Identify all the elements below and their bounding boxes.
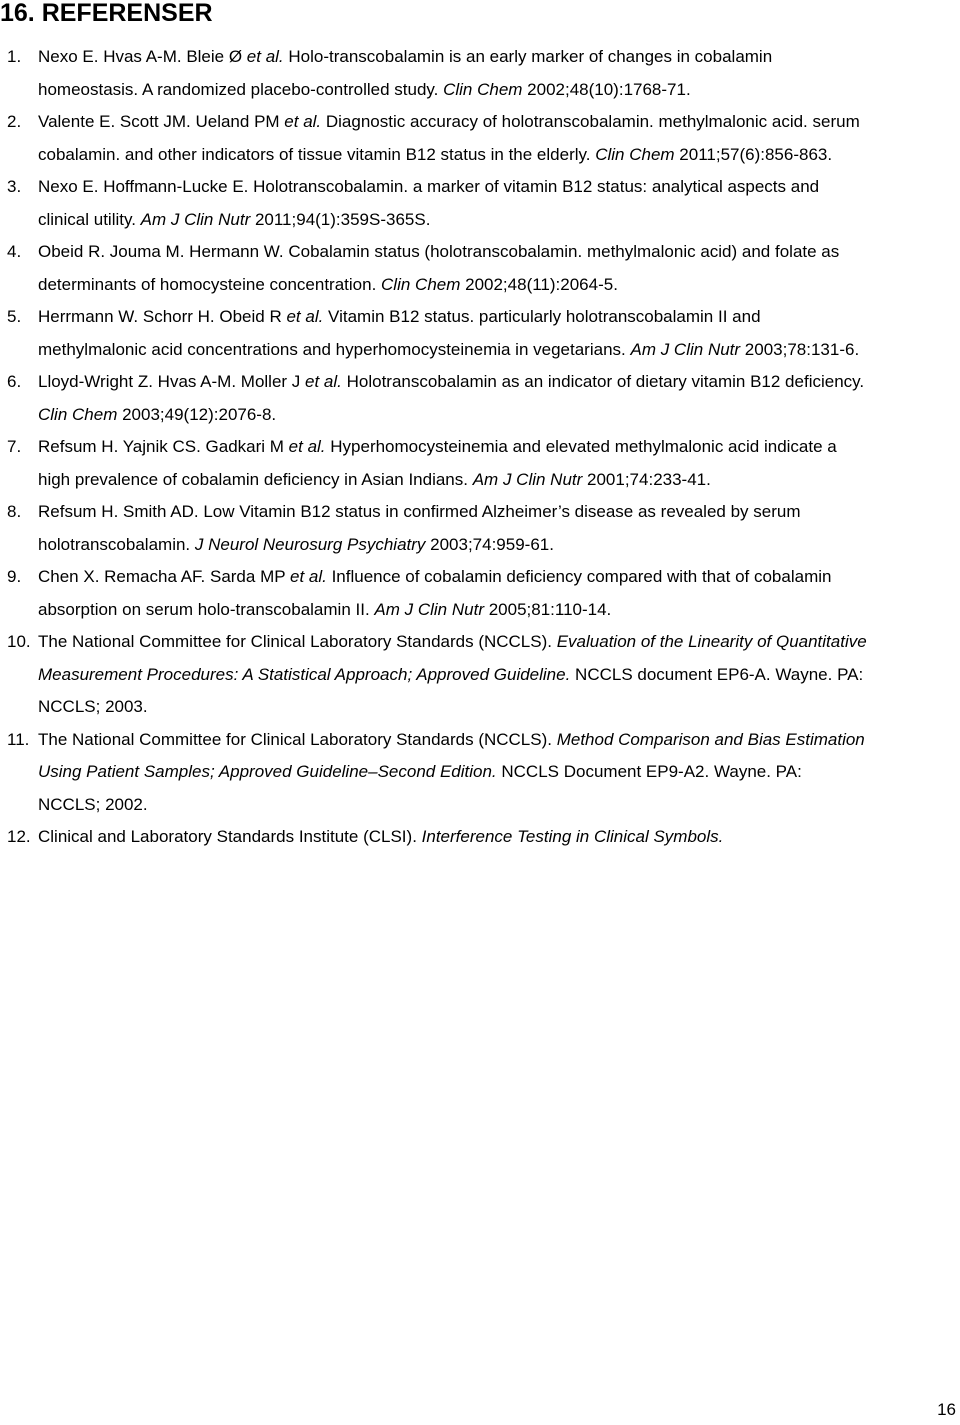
reference-line (38, 561, 960, 594)
reference-line (38, 366, 960, 399)
reference-text: NCCLS; 2003. (38, 697, 148, 716)
reference-line (38, 659, 960, 692)
reference-text: methylmalonic acid concentrations and hyperhomocysteinemia in vegetarians. (38, 339, 631, 359)
reference-text: cobalamin. and other indicators of tissue vitamin B12 status in the elderly. (38, 144, 596, 164)
reference-text: Holo-transcobalamin is an early marker of changes in cobalamin (283, 47, 773, 66)
reference-line (38, 724, 960, 757)
reference-line (38, 334, 960, 367)
reference-number: 5. (7, 307, 22, 326)
page-number: 16 (937, 1400, 956, 1419)
reference-text: 2011;57(6):856-863. (674, 144, 833, 164)
reference-italic-text: et al. (305, 372, 342, 391)
reference-line (38, 821, 960, 854)
reference-number: 4. (7, 242, 22, 261)
reference-text: holotranscobalamin. (38, 534, 195, 554)
reference-italic-text: et al. (246, 47, 284, 66)
reference-italic-text: et al. (284, 112, 322, 131)
reference-italic-text: Interference Testing in Clinical Symbols. (421, 827, 724, 846)
reference-item (0, 626, 960, 724)
reference-text: NCCLS document EP6-A. Wayne. PA: (570, 664, 864, 684)
reference-text: Nexo E. Hvas A-M. Bleie Ø (38, 47, 247, 66)
reference-italic-text: et al. (286, 307, 324, 326)
reference-line (38, 171, 960, 204)
reference-line (38, 464, 960, 497)
reference-item (0, 41, 960, 106)
reference-item (0, 366, 960, 431)
reference-italic-text: Clin Chem (381, 274, 461, 294)
reference-text: Influence of cobalamin deficiency compared with that of cobalamin (326, 567, 832, 586)
reference-number: 11. (7, 729, 30, 749)
reference-item (0, 171, 960, 236)
reference-text: NCCLS Document EP9-A2. Wayne. PA: (496, 762, 802, 781)
reference-item (0, 106, 960, 171)
reference-text: Valente E. Scott JM. Ueland PM (38, 112, 285, 131)
reference-italic-text: Am J Clin Nutr (472, 469, 583, 489)
reference-line (38, 431, 960, 464)
reference-line (38, 626, 960, 659)
section-title: 16. REFERENSER (0, 0, 213, 27)
reference-text: Obeid R. Jouma M. Hermann W. Cobalamin status (holotranscobalamin. methylmalonic acid) and folate as (38, 242, 840, 261)
reference-number: 9. (7, 567, 22, 586)
reference-line (38, 74, 960, 107)
reference-item (0, 724, 960, 822)
reference-text: The National Committee for Clinical Laboratory Standards (NCCLS). (38, 729, 557, 749)
reference-line (38, 496, 960, 529)
reference-line (38, 529, 960, 562)
reference-italic-text: et al. (289, 567, 327, 586)
reference-text: Herrmann W. Schorr H. Obeid R (38, 307, 287, 326)
reference-text: Refsum H. Smith AD. Low Vitamin B12 status in confirmed Alzheimer’s disease as revealed by serum (38, 502, 801, 521)
reference-line (38, 41, 960, 74)
reference-text: Vitamin B12 status. particularly holotranscobalamin II and (323, 307, 761, 326)
reference-italic-text: Clin Chem (38, 404, 118, 424)
reference-line (38, 301, 960, 334)
reference-text: homeostasis. A randomized placebo-controlled study. (38, 79, 444, 99)
reference-italic-text: J Neurol Neurosurg Psychiatry (194, 534, 426, 554)
reference-italic-text: Measurement Procedures: A Statistical Approach; Approved Guideline. (38, 664, 571, 684)
reference-text: Refsum H. Yajnik CS. Gadkari M (38, 437, 289, 456)
reference-line (38, 204, 960, 237)
reference-italic-text: Clin Chem (443, 79, 523, 99)
reference-italic-text: Am J Clin Nutr (630, 339, 741, 359)
reference-text: 2003;74:959-61. (425, 534, 554, 554)
reference-number: 12. (7, 827, 31, 846)
reference-italic-text: Am J Clin Nutr (140, 209, 251, 229)
reference-text: determinants of homocysteine concentration. (38, 274, 382, 294)
reference-item (0, 496, 960, 561)
reference-number: 7. (7, 437, 22, 456)
reference-line (38, 756, 960, 789)
reference-number: 6. (7, 372, 22, 391)
reference-text: Nexo E. Hoffmann-Lucke E. Holotranscobalamin. a marker of vitamin B12 status: analytical aspects and (38, 177, 820, 196)
reference-number: 3. (7, 177, 22, 196)
reference-text: Diagnostic accuracy of holotranscobalamin. methylmalonic acid. serum (321, 112, 860, 131)
reference-text: Hyperhomocysteinemia and elevated methylmalonic acid indicate a (325, 437, 837, 456)
reference-text: 2001;74:233-41. (582, 469, 711, 489)
reference-text: Holotranscobalamin as an indicator of dietary vitamin B12 deficiency. (341, 372, 865, 391)
reference-italic-text: Evaluation of the Linearity of Quantitative (556, 632, 867, 651)
reference-text: Chen X. Remacha AF. Sarda MP (38, 567, 290, 586)
reference-item (0, 301, 960, 366)
reference-text: 2003;49(12):2076-8. (117, 404, 277, 424)
reference-line (38, 236, 960, 269)
reference-line (38, 594, 960, 627)
reference-italic-text: Clin Chem (595, 144, 675, 164)
reference-list (0, 41, 960, 854)
reference-italic-text: Am J Clin Nutr (374, 599, 484, 619)
reference-number: 1. (7, 47, 22, 66)
reference-italic-text: et al. (288, 437, 326, 456)
reference-text: NCCLS; 2002. (38, 794, 148, 814)
reference-italic-text: Method Comparison and Bias Estimation (556, 729, 865, 749)
reference-text: high prevalence of cobalamin deficiency in Asian Indians. (38, 469, 473, 489)
reference-number: 10. (7, 632, 31, 651)
reference-line (38, 106, 960, 139)
reference-line (38, 269, 960, 302)
reference-text: absorption on serum holo-transcobalamin II. (38, 599, 375, 619)
reference-item (0, 236, 960, 301)
reference-text: 2003;78:131-6. (740, 339, 860, 359)
reference-text: Lloyd-Wright Z. Hvas A-M. Moller J (38, 372, 306, 391)
reference-item (0, 561, 960, 626)
reference-text: 2002;48(10):1768-71. (522, 79, 691, 99)
reference-text: 2005;81:110-14. (483, 599, 612, 619)
reference-line (38, 139, 960, 172)
reference-line (38, 399, 960, 432)
reference-text: Clinical and Laboratory Standards Institute (CLSI). (38, 827, 422, 846)
reference-line (38, 789, 960, 822)
reference-item (0, 821, 960, 854)
reference-text: The National Committee for Clinical Laboratory Standards (NCCLS). (38, 632, 557, 651)
reference-text: 2002;48(11):2064-5. (460, 274, 618, 294)
reference-text: 2011;94(1):359S-365S. (250, 209, 431, 229)
reference-number: 8. (7, 502, 22, 521)
reference-item (0, 431, 960, 496)
reference-number: 2. (7, 112, 22, 131)
reference-text: clinical utility. (38, 209, 141, 229)
reference-italic-text: Using Patient Samples; Approved Guideline–Second Edition. (38, 762, 497, 781)
reference-line (38, 691, 960, 724)
